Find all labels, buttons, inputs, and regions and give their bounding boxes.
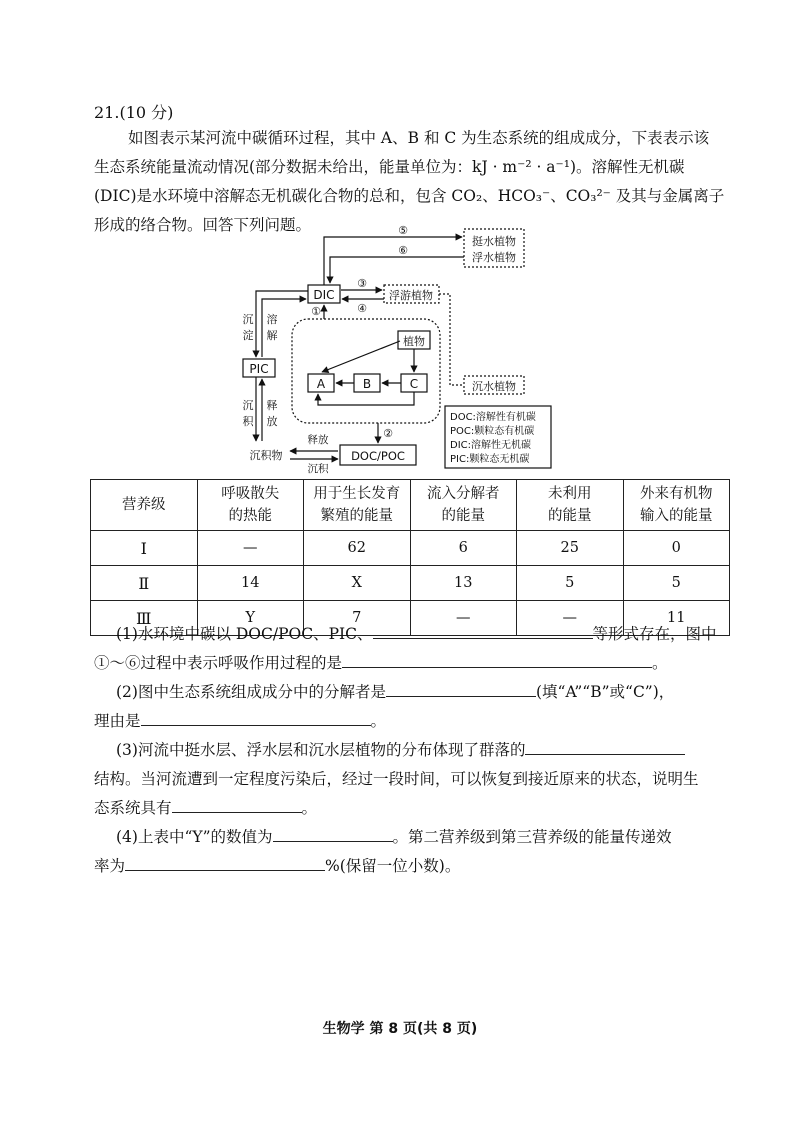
page-footer: 生物学 第 8 页(共 8 页) — [322, 1021, 478, 1037]
precip-label-1: 沉 — [242, 313, 254, 326]
plants-node: 植物 — [403, 335, 425, 348]
plankton-node: 浮游植物 — [389, 289, 433, 302]
intro-line: 生态系统能量流动情况(部分数据未给出，能量单位为：kJ · m⁻² · a⁻¹)。溶解性无机碳 — [94, 158, 685, 176]
deposit-h-label: 沉积 — [307, 463, 329, 475]
table-cell: 25 — [517, 531, 624, 566]
release-h-label: 释放 — [307, 434, 329, 446]
table-cell: X — [304, 566, 411, 601]
release-label-2: 放 — [266, 415, 278, 428]
legend-line: DIC:溶解性无机碳 — [450, 440, 532, 451]
header-growth: 用于生长发育 繁殖的能量 — [304, 480, 411, 531]
table-cell: 14 — [197, 566, 304, 601]
step-2-label: ② — [383, 427, 393, 440]
deposit-label-2: 积 — [242, 415, 254, 428]
pic-node: PIC — [249, 362, 269, 376]
energy-flow-table — [90, 479, 730, 636]
a-node: A — [316, 377, 326, 391]
dic-node: DIC — [313, 288, 335, 302]
table-row — [91, 531, 730, 566]
table-cell: 11 — [623, 601, 730, 636]
q4-line-2: 率为 %(保留一位小数)。 — [94, 852, 754, 881]
emergent-node-1: 挺水植物 — [472, 235, 516, 248]
sediment-node: 沉积物 — [249, 449, 283, 462]
table-cell: 5 — [623, 566, 730, 601]
q3-line-3: 态系统具有 。 — [94, 794, 754, 823]
intro-line: 形成的络合物。回答下列问题。 — [94, 216, 312, 234]
table-cell: 13 — [410, 566, 517, 601]
subquestions — [94, 620, 754, 881]
answer-blank-q3-stability[interactable] — [172, 794, 302, 813]
question-number — [94, 100, 173, 123]
table-header-row — [91, 480, 730, 531]
answer-blank-q4-efficiency[interactable] — [125, 852, 325, 871]
header-respiration: 呼吸散失 的热能 — [197, 480, 304, 531]
q1-line-1: (1)水环境中碳以 DOC/POC、PIC、 等形式存在，图中 — [94, 620, 754, 649]
intro-line: (DIC)是水环境中溶解态无机碳化合物的总和，包含 CO₂、HCO₃⁻、CO₃²⁻ 及其与金属离子 — [94, 187, 725, 205]
answer-blank-q2-reason[interactable] — [141, 707, 371, 726]
table-cell: — — [517, 601, 624, 636]
q3-line-2: 结构。当河流遭到一定程度污染后，经过一段时间，可以恢复到接近原来的状态，说明生 — [94, 770, 699, 788]
deposit-label-1: 沉 — [242, 399, 254, 412]
table-cell: 7 — [304, 601, 411, 636]
emergent-node-2: 浮水植物 — [472, 251, 516, 264]
carbon-cycle-diagram — [228, 223, 558, 475]
step-4-label: ④ — [357, 302, 367, 315]
c-node: C — [409, 377, 419, 391]
release-label-1: 释 — [266, 399, 278, 412]
header-unused: 未利用 的能量 — [517, 480, 624, 531]
table-cell: — — [197, 531, 304, 566]
intro-line: 如图表示某河流中碳循环过程，其中 A、B 和 C 为生态系统的组成成分，下表表示该 — [128, 129, 710, 147]
answer-blank-q1-form[interactable] — [373, 620, 593, 639]
q4-line-1: (4)上表中“Y”的数值为 。第二营养级到第三营养级的能量传递效 — [94, 823, 754, 852]
header-trophic-level: 营养级 — [91, 480, 198, 531]
q2-line-1: (2)图中生态系统组成成分中的分解者是 (填“A”“B”或“C”)， — [94, 678, 754, 707]
table-cell: 62 — [304, 531, 411, 566]
answer-blank-q1-respiration[interactable] — [342, 649, 652, 668]
table-cell: Ⅲ — [91, 601, 198, 636]
step-5-label: ⑤ — [398, 224, 408, 237]
table-cell: 5 — [517, 566, 624, 601]
dissolve-label-2: 解 — [266, 329, 278, 342]
table-cell: 6 — [410, 531, 517, 566]
q1-line-2: ①～⑥过程中表示呼吸作用过程的是 。 — [94, 649, 754, 678]
question-number-label: 21. — [94, 103, 120, 122]
answer-blank-q2-decomposer[interactable] — [386, 678, 536, 697]
table-cell: — — [410, 601, 517, 636]
table-row — [91, 566, 730, 601]
q2-line-2: 理由是 。 — [94, 707, 754, 736]
table-cell: Ⅱ — [91, 566, 198, 601]
submerged-node: 沉水植物 — [472, 380, 516, 393]
step-1-label: ① — [311, 305, 321, 318]
legend-line: POC:颗粒态有机碳 — [450, 426, 535, 437]
answer-blank-q4-y[interactable] — [273, 823, 393, 842]
answer-blank-q3-structure[interactable] — [525, 736, 685, 755]
doc-poc-node: DOC/POC — [351, 449, 405, 463]
q3-line-1: (3)河流中挺水层、浮水层和沉水层植物的分布体现了群落的 — [94, 736, 754, 765]
b-node: B — [362, 377, 372, 391]
header-decomposer: 流入分解者 的能量 — [410, 480, 517, 531]
step-6-label: ⑥ — [398, 244, 408, 257]
dissolve-label-1: 溶 — [266, 313, 278, 326]
header-external-input: 外来有机物 输入的能量 — [623, 480, 730, 531]
precip-label-2: 淀 — [242, 329, 254, 342]
legend-line: PIC:颗粒态无机碳 — [450, 454, 530, 465]
question-points: (10 分) — [119, 103, 174, 122]
table-cell: Y — [197, 601, 304, 636]
step-3-label: ③ — [357, 277, 367, 290]
legend-line: DOC:溶解性有机碳 — [450, 412, 536, 423]
table-cell: Ⅰ — [91, 531, 198, 566]
table-cell: 0 — [623, 531, 730, 566]
